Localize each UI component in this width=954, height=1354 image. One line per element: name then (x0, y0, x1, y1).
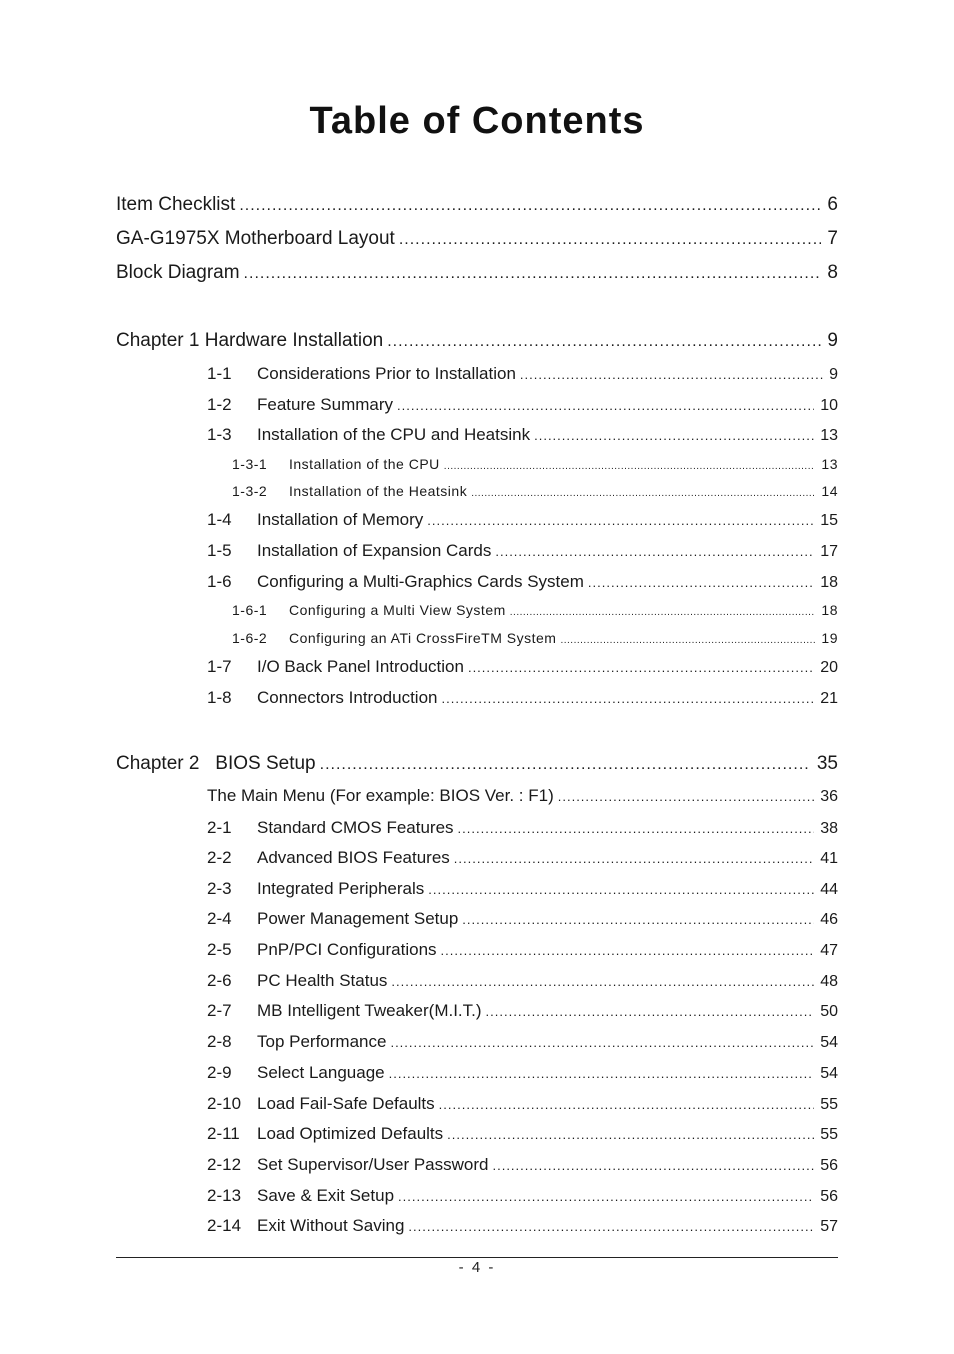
toc-entry-number: 2-7 (207, 1001, 232, 1020)
toc-entry-page: 13 (820, 427, 838, 444)
toc-entry-label: Load Fail-Safe Defaults (257, 1094, 435, 1113)
page-number: - 4 - (458, 1259, 496, 1276)
toc-entry-label: Installation of Expansion Cards (257, 541, 492, 560)
toc-entry-label: Exit Without Saving (257, 1216, 405, 1235)
toc-entry-label: Standard CMOS Features (257, 818, 454, 837)
toc-entry (207, 941, 838, 959)
toc-entry (207, 972, 838, 990)
toc-entry-number: 1-6 (207, 572, 232, 591)
toc-entry (207, 658, 838, 676)
toc-entry-number: 1-3-2 (232, 483, 268, 499)
toc-entry-label: I/O Back Panel Introduction (257, 657, 464, 676)
toc-entry-page: 19 (821, 630, 838, 646)
toc-entry (207, 910, 838, 928)
toc-entry-number: 1-2 (207, 395, 232, 414)
toc-entry (207, 1217, 838, 1235)
toc-entry-page: 55 (820, 1096, 838, 1113)
toc-entry (207, 542, 838, 560)
toc-entry-page: 18 (820, 574, 838, 591)
toc-entry-label: Block Diagram (116, 262, 240, 283)
toc-entry-label: PnP/PCI Configurations (257, 940, 437, 959)
toc-entry (207, 1156, 838, 1174)
toc-entry-page: 57 (820, 1218, 838, 1235)
toc-entry-page: 17 (820, 543, 838, 560)
toc-entry-page: 54 (820, 1034, 838, 1051)
toc-entry-label: Configuring an ATi CrossFireTM System (289, 630, 557, 646)
toc-entry-label: MB Intelligent Tweaker(M.I.T.) (257, 1001, 482, 1020)
toc-chapter (116, 331, 838, 350)
toc-entry-label: Configuring a Multi-Graphics Cards System (257, 572, 584, 591)
toc-entry-page: 38 (820, 820, 838, 837)
toc-entry-label: The Main Menu (For example: BIOS Ver. : F1) (207, 786, 554, 805)
toc-entry (207, 849, 838, 867)
toc-entry-label: Installation of the CPU (289, 456, 440, 472)
toc-entry-page: 56 (820, 1157, 838, 1174)
toc-entry-label: Power Management Setup (257, 909, 459, 928)
toc-entry (207, 396, 838, 414)
toc-entry-label: Configuring a Multi View System (289, 602, 506, 618)
toc-entry (207, 511, 838, 529)
toc-entry (207, 689, 838, 707)
toc-entry-page: 48 (820, 973, 838, 990)
toc-entry-label: Connectors Introduction (257, 688, 438, 707)
toc-entry-page: 20 (820, 659, 838, 676)
toc-entry-number: 2-6 (207, 971, 232, 990)
toc-entry (207, 365, 838, 383)
toc-entry-label: Feature Summary (257, 395, 394, 414)
toc-entry-label: Integrated Peripherals (257, 879, 425, 898)
toc-entry-number: 1-3 (207, 425, 232, 444)
toc-entry-page: 55 (820, 1126, 838, 1143)
toc-entry-label: GA-G1975X Motherboard Layout (116, 228, 395, 249)
toc-entry-page: 13 (821, 456, 838, 472)
toc-entry-number: 2-8 (207, 1032, 232, 1051)
toc-entry-page: 44 (820, 881, 838, 898)
toc-entry-page: 18 (821, 602, 838, 618)
toc-entry (207, 426, 838, 444)
toc-entry-page: 6 (827, 194, 838, 215)
toc-entry-number: 2-1 (207, 818, 232, 837)
toc-entry (207, 819, 838, 837)
toc-entry-page: 56 (820, 1188, 838, 1205)
toc-entry-page: 14 (821, 483, 838, 499)
toc-entry-number: 1-5 (207, 541, 232, 560)
toc-entry-page: 47 (820, 942, 838, 959)
toc-entry-number: 2-4 (207, 909, 232, 928)
toc-entry-label: Advanced BIOS Features (257, 848, 450, 867)
toc-entry (207, 573, 838, 591)
toc-entry-page: 41 (820, 850, 838, 867)
toc-entry (207, 1002, 838, 1020)
toc-entry-number: 1-7 (207, 657, 232, 676)
toc-entry-number: 2-9 (207, 1063, 232, 1082)
toc-entry-number: 2-10 (207, 1094, 242, 1113)
toc-subentry (232, 457, 838, 472)
page-title: Table of Contents (309, 100, 645, 142)
toc-entry-label: Chapter 1 Hardware Installation (116, 330, 384, 351)
toc-entry-label: Save & Exit Setup (257, 1186, 395, 1205)
toc-chapter (116, 754, 838, 773)
toc-entry-page: 54 (820, 1065, 838, 1082)
toc-entry-label: Installation of the CPU and Heatsink (257, 425, 531, 444)
toc-entry (207, 1064, 838, 1082)
toc-entry-label: Set Supervisor/User Password (257, 1155, 489, 1174)
toc-subentry (232, 631, 838, 646)
toc-entry (116, 229, 838, 248)
toc-entry-number: 1-4 (207, 510, 232, 529)
toc-entry-label: Select Language (257, 1063, 385, 1082)
toc-entry-page: 21 (820, 690, 838, 707)
toc-entry-page: 9 (829, 366, 838, 383)
toc-entry (207, 787, 838, 805)
toc-entry (207, 1187, 838, 1205)
footer-divider (116, 1257, 838, 1258)
toc-entry (207, 880, 838, 898)
toc-entry-number: 2-12 (207, 1155, 242, 1174)
toc-entry-number: 2-13 (207, 1186, 242, 1205)
toc-entry (207, 1033, 838, 1051)
toc-entry-number: 2-2 (207, 848, 232, 867)
toc-entry-label: Top Performance (257, 1032, 387, 1051)
toc-entry-number: 1-8 (207, 688, 232, 707)
toc-subentry (232, 484, 838, 499)
toc-entry-number: 1-6-1 (232, 602, 268, 618)
toc-entry-page: 8 (827, 262, 838, 283)
toc-entry-page: 15 (820, 512, 838, 529)
toc-entry-number: 2-14 (207, 1216, 242, 1235)
toc-entry-number: 2-3 (207, 879, 232, 898)
toc-entry-number: 1-6-2 (232, 630, 268, 646)
toc-entry-page: 9 (827, 330, 838, 351)
toc-entry (116, 263, 838, 282)
toc-entry-number: 1-3-1 (232, 456, 268, 472)
toc-entry-page: 10 (820, 397, 838, 414)
toc-entry-page: 50 (820, 1003, 838, 1020)
toc-entry (116, 195, 838, 214)
toc-entry-label: Item Checklist (116, 194, 236, 215)
toc-entry (207, 1095, 838, 1113)
toc-entry-label: Load Optimized Defaults (257, 1124, 444, 1143)
toc-entry-label: Chapter 2 BIOS Setup (116, 753, 316, 774)
toc-entry-page: 36 (820, 788, 838, 805)
toc-entry-label: Installation of the Heatsink (289, 483, 468, 499)
toc-entry-label: PC Health Status (257, 971, 388, 990)
toc-subentry (232, 603, 838, 618)
toc-entry-page: 46 (820, 911, 838, 928)
toc-entry-label: Considerations Prior to Installation (257, 364, 516, 383)
toc-entry-number: 1-1 (207, 364, 232, 383)
toc-entry-label: Installation of Memory (257, 510, 424, 529)
toc-entry (207, 1125, 838, 1143)
toc-entry-page: 7 (827, 228, 838, 249)
toc-entry-page: 35 (816, 753, 838, 774)
toc-entry-number: 2-11 (207, 1124, 240, 1143)
toc-entry-number: 2-5 (207, 940, 232, 959)
